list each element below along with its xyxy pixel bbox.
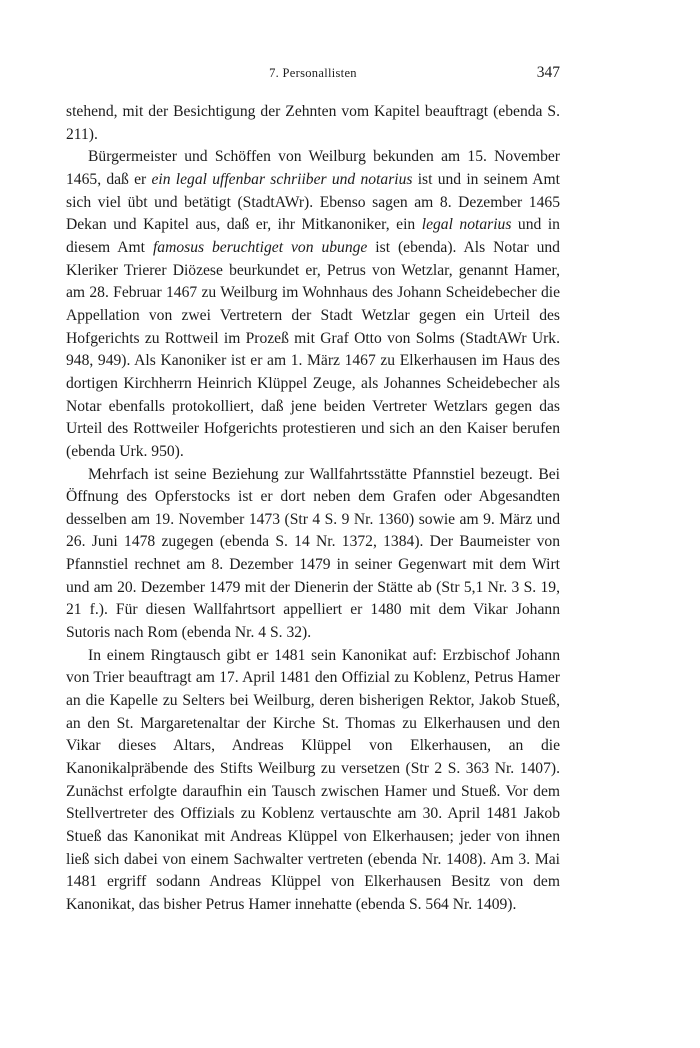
text-run: In einem Ringtausch gibt er 1481 sein Kanonikat auf: Erzbischof Johann von Trier beauftragt am 17. April 1481 den Offizial zu Koblenz, Petrus Hamer an die Kapelle zu Selters bei Weilburg, deren bisherigen Rektor, Jakob Stueß, an den St. Margaretenaltar der Kirche St. Thomas zu Elkerhausen und den Vikar dieses Altars, Andreas Klüppel von Elkerhausen, an die Kanonikalpräbende des Stifts Weilburg zu versetzen (Str 2 S. 363 Nr. 1407). Zunächst erfolgte daraufhin ein Tausch zwischen Hamer und Stueß. Vor dem Stellvertreter des Offizials zu Koblenz vertauschte am 30. April 1481 Jakob Stueß das Kanonikat mit Andreas Klüppel von Elkerhausen; jeder von ihnen ließ sich dabei von einem Sachwalter vertreten (ebenda Nr. 1408). Am 3. Mai 1481 ergriff sodann Andreas Klüppel von Elkerhausen Besitz von dem Kanonikat, das bisher Petrus Hamer innehatte (ebenda S. 564 Nr. 1409).	[66, 646, 560, 913]
text-run: und in diesem Amt	[66, 216, 560, 256]
page-number: 347	[536, 64, 560, 81]
text-run: Bürgermeister und Schöffen von Weilburg bekunden am 15. November 1465, daß er	[66, 148, 560, 188]
paragraph	[66, 645, 560, 917]
running-title: 7. Personallisten	[269, 66, 357, 80]
italic-phrase: legal notarius	[421, 216, 512, 234]
page-header	[66, 64, 560, 86]
text-run: ist und in seinem Amt sich viel übt und betätigt (StadtAWr). Ebenso sagen am 8. Dezember 1465 Dekan und Kapitel aus, daß er, ihr Mitkanoniker, ein	[66, 170, 560, 234]
italic-phrase: famosus beruchtiget von ubunge	[152, 238, 368, 256]
italic-phrase: ein legal uffenbar schriiber und notarius	[151, 170, 413, 188]
text-run: Mehrfach ist seine Beziehung zur Wallfahrtsstätte Pfannstiel bezeugt. Bei Öffnung des Opferstocks ist er dort neben dem Grafen oder Abgesandten desselben am 19. November 1473 (Str 4 S. 9 Nr. 1360) sowie am 9. März und 26. Juni 1478 zugegen (ebenda S. 14 Nr. 1372, 1384). Der Baumeister von Pfannstiel rechnet am 8. Dezember 1479 in seiner Gegenwart mit dem Wirt und am 20. Dezember 1479 mit der Dienerin der Stätte ab (Str 5,1 Nr. 3 S. 19, 21 f.). Für diesen Wallfahrtsort appelliert er 1480 mit dem Vikar Johann Sutoris nach Rom (ebenda Nr. 4 S. 32).	[66, 465, 560, 642]
paragraph	[66, 101, 560, 146]
text-run: stehend, mit der Besichtigung der Zehnten vom Kapitel beauftragt (ebenda S. 211).	[66, 103, 560, 143]
paragraph	[66, 464, 560, 645]
paragraph	[66, 146, 560, 463]
body-text	[66, 101, 560, 917]
text-run: ist (ebenda). Als Notar und Kleriker Trierer Diözese beurkundet er, Petrus von Wetzlar, genannt Hamer, am 28. Februar 1467 zu Weilburg im Wohnhaus des Johann Scheidebecher die Appellation von zwei Vertretern der Stadt Wetzlar gegen ein Urteil des Hofgerichts zu Rottweil im Prozeß mit Graf Otto von Solms (StadtAWr Urk. 948, 949). Als Kanoniker ist er am 1. März 1467 zu Elkerhausen im Haus des dortigen Kirchherrn Heinrich Klüppel Zeuge, als Johannes Scheidebecher als Notar ebenfalls protokolliert, daß jene beiden Vertreter Wetzlars gegen das Urteil des Rottweiler Hofgerichts protestieren und sich an den Kaiser berufen (ebenda Urk. 950).	[66, 238, 560, 460]
